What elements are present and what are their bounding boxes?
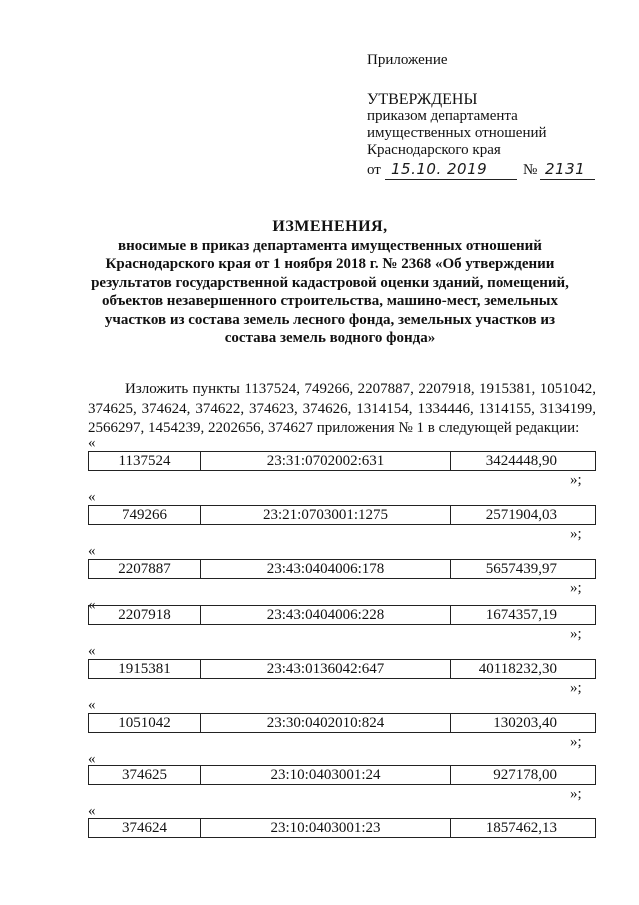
title-line: результатов государственной кадастровой оценки зданий, помещений, xyxy=(91,274,569,291)
row-value: 1857462,13 xyxy=(451,819,596,838)
approval-line: приказом департамента xyxy=(367,108,518,124)
row-cadastral: 23:21:0703001:1275 xyxy=(201,506,451,525)
quote-close: »; xyxy=(570,580,582,596)
title-heading: ИЗМЕНЕНИЯ, xyxy=(272,218,388,235)
intro-text: Изложить пункты 1137524, 749266, 2207887, 2207918, 1915381, 1051042, 374625, 374624, 374622, 374623, 374626, 1314154, 1334446, 1314155, 3134199, 2566297, 1454239, 2202656, 374627 приложения № 1 в следующей редакции: xyxy=(88,381,596,436)
quote-open: « xyxy=(88,697,96,713)
row-id: 2207887 xyxy=(89,560,201,579)
quote-open: « xyxy=(88,643,96,659)
table-row xyxy=(88,451,596,471)
row-id: 1915381 xyxy=(89,660,201,679)
table-row xyxy=(88,818,596,838)
row-id: 1137524 xyxy=(89,452,201,471)
appendix-label: Приложение xyxy=(367,52,448,68)
quote-open: « xyxy=(88,803,96,819)
table-row xyxy=(88,559,596,579)
row-cadastral: 23:30:0402010:824 xyxy=(201,714,451,733)
quote-close: »; xyxy=(570,526,582,542)
title-line: объектов незавершенного строительства, машино-мест, земельных xyxy=(101,293,558,309)
quote-close: »; xyxy=(570,472,582,488)
handwritten-date: 15.10. 2019 xyxy=(391,160,488,178)
approval-block xyxy=(367,52,617,181)
row-value: 130203,40 xyxy=(451,714,596,733)
intro-paragraph xyxy=(88,380,596,439)
quote-close: »; xyxy=(570,734,582,750)
quote-open: « xyxy=(88,543,96,559)
quote-close: »; xyxy=(570,626,582,642)
row-value: 5657439,97 xyxy=(451,560,596,579)
document-title xyxy=(70,218,590,348)
date-underline xyxy=(385,178,517,180)
number-underline xyxy=(540,178,595,180)
quote-close: »; xyxy=(570,680,582,696)
number-prefix: № xyxy=(523,162,538,178)
row-value: 3424448,90 xyxy=(451,452,596,471)
title-line: Краснодарского края от 1 ноября 2018 г. № 2368 «Об утверждении xyxy=(105,256,555,272)
table-row xyxy=(88,505,596,525)
row-value: 1674357,19 xyxy=(451,606,596,625)
table-row xyxy=(88,765,596,785)
title-line: участков из состава земель лесного фонда, земельных участков из xyxy=(104,311,556,328)
row-value: 40118232,30 xyxy=(451,660,596,679)
date-number-line xyxy=(367,161,617,181)
approval-line: Краснодарского края xyxy=(367,142,501,158)
row-cadastral: 23:31:0702002:631 xyxy=(201,452,451,471)
row-value: 927178,00 xyxy=(451,766,596,785)
row-id: 374624 xyxy=(89,819,201,838)
row-cadastral: 23:10:0403001:23 xyxy=(201,819,451,838)
table-row xyxy=(88,605,596,625)
quote-close: »; xyxy=(570,786,582,802)
approved-label: УТВЕРЖДЕНЫ xyxy=(367,91,478,108)
title-line: состава земель водного фонда» xyxy=(224,330,436,346)
quote-open: « xyxy=(88,597,96,613)
row-cadastral: 23:43:0404006:228 xyxy=(201,606,451,625)
handwritten-number: 2131 xyxy=(545,160,586,178)
table-row xyxy=(88,713,596,733)
table-row xyxy=(88,659,596,679)
date-prefix: от xyxy=(367,162,381,178)
row-id: 374625 xyxy=(89,766,201,785)
row-id: 2207918 xyxy=(89,606,201,625)
row-value: 2571904,03 xyxy=(451,506,596,525)
row-cadastral: 23:43:0404006:178 xyxy=(201,560,451,579)
quote-open: « xyxy=(88,489,96,505)
quote-open: « xyxy=(88,751,96,767)
approval-line: имущественных отношений xyxy=(367,125,547,141)
row-id: 749266 xyxy=(89,506,201,525)
row-id: 1051042 xyxy=(89,714,201,733)
row-cadastral: 23:43:0136042:647 xyxy=(201,660,451,679)
row-cadastral: 23:10:0403001:24 xyxy=(201,766,451,785)
quote-open: « xyxy=(88,435,96,451)
title-line: вносимые в приказ департамента имущественных отношений xyxy=(118,237,542,254)
